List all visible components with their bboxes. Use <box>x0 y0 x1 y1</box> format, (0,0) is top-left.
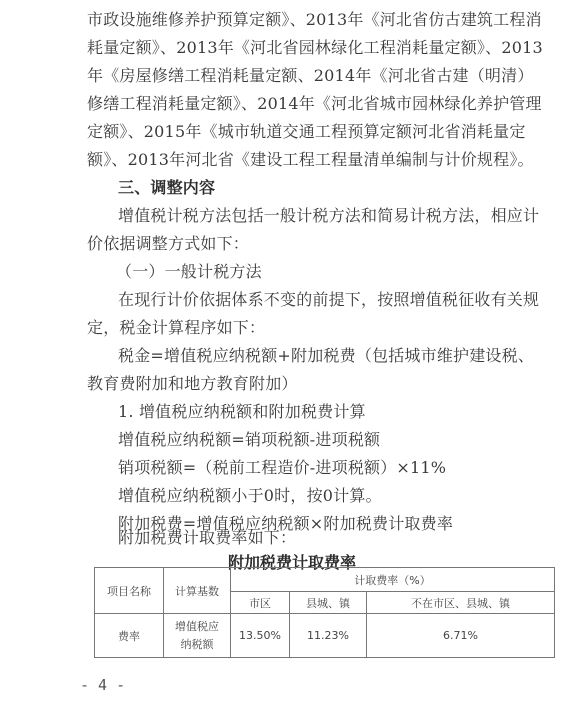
header-rate: 计取费率（%） <box>231 568 555 592</box>
row-label: 费率 <box>95 614 164 658</box>
formula-line: 增值税应纳税额=销项税额-进项税额 <box>118 430 381 449</box>
header-calc-base: 计算基数 <box>164 568 231 614</box>
paragraph-line: 额》、2013年河北省《建设工程工程量清单编制与计价规程》。 <box>87 150 534 169</box>
section-heading: 三、调整内容 <box>118 178 216 197</box>
paragraph-line: 修缮工程消耗量定额》、2014年《河北省城市园林绿化养护管理 <box>87 94 542 113</box>
subsection-heading: （一）一般计税方法 <box>116 262 262 281</box>
paragraph-line: 价依据调整方式如下： <box>87 234 250 253</box>
page-number: - 4 - <box>80 676 126 694</box>
subheader-city: 市区 <box>231 592 290 614</box>
table-title: 附加税费计取费率 <box>227 553 356 572</box>
paragraph-line: 耗量定额》、2013年《河北省园林绿化工程消耗量定额》、2013 <box>87 38 543 57</box>
header-item-name: 项目名称 <box>95 568 164 614</box>
formula-line: 附加税费=增值税应纳税额×附加税费计取费率 <box>118 514 454 533</box>
subheader-county: 县城、镇 <box>290 592 367 614</box>
row-base: 增值税应纳税额 <box>164 614 231 658</box>
numbered-heading: 1. 增值税应纳税额和附加税费计算 <box>118 402 366 421</box>
formula-line: 销项税额=（税前工程造价-进项税额）×11% <box>118 458 447 477</box>
row-other-value: 6.71% <box>367 614 555 658</box>
row-county-value: 11.23% <box>290 614 367 658</box>
paragraph-line: 教育费附加和地方教育附加） <box>87 374 298 393</box>
paragraph-line: 在现行计价依据体系不变的前提下，按照增值税征收有关规 <box>118 290 540 309</box>
paragraph-line: 增值税计税方法包括一般计税方法和简易计税方法，相应计 <box>118 206 540 225</box>
paragraph-line: 税金=增值税应纳税额+附加税费（包括城市维护建设税、 <box>118 346 535 365</box>
fee-rate-table <box>94 567 555 658</box>
paragraph-line: 年《房屋修缮工程消耗量定额、2014年《河北省古建（明清） <box>87 66 534 85</box>
paragraph-line: 增值税应纳税额小于0时，按0计算。 <box>118 486 382 505</box>
paragraph-line: 定，税金计算程序如下： <box>87 318 266 337</box>
row-city-value: 13.50% <box>231 614 290 658</box>
paragraph-line: 定额》、2015年《城市轨道交通工程预算定额河北省消耗量定 <box>87 122 526 141</box>
subheader-other: 不在市区、县城、镇 <box>367 592 555 614</box>
paragraph-line: 市政设施维修养护预算定额》、2013年《河北省仿古建筑工程消 <box>87 10 542 29</box>
paragraph-line: 附加税费计取费率如下： <box>118 528 297 547</box>
